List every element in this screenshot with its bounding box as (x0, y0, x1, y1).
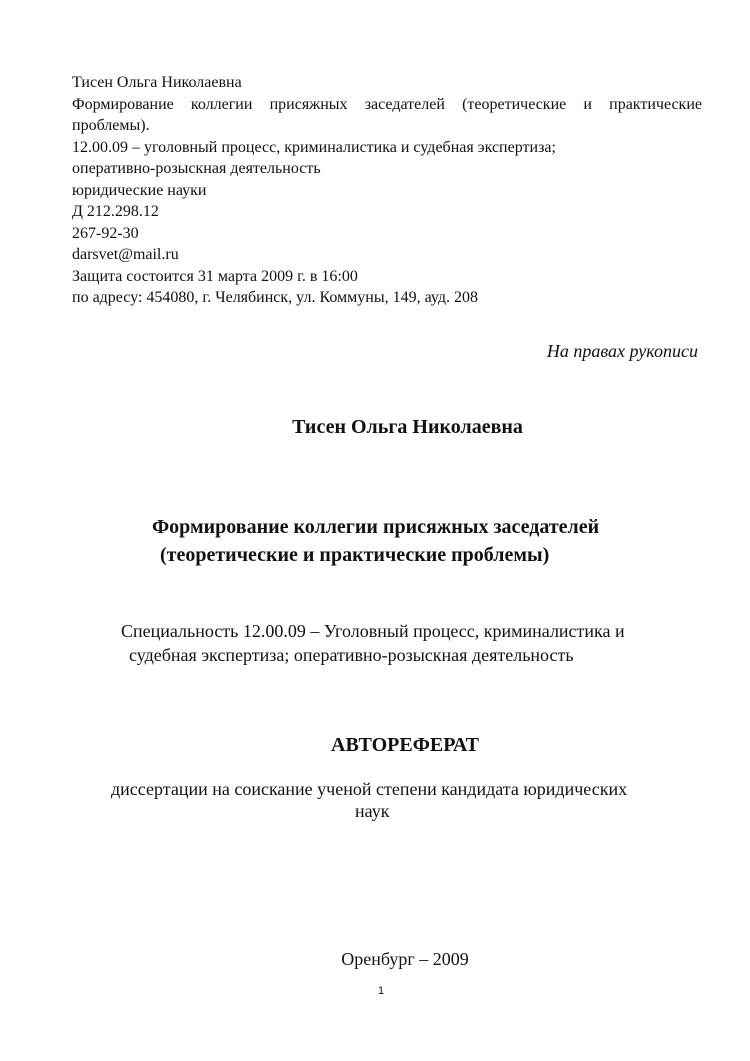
purpose (0, 778, 750, 822)
header-author: Тисен Ольга Николаевна (72, 74, 242, 91)
header-phone: 267-92-30 (72, 224, 139, 242)
header-specialty-line-2: оперативно-розыскная деятельность (72, 160, 321, 177)
header-defense-date: Защита состоится 31 марта 2009 г. в 16:00 (72, 267, 358, 285)
page-number: 1 (378, 985, 385, 997)
city-year: Оренбург – 2009 (341, 949, 469, 969)
title-line-1: Формирование коллегии присяжных заседателей (152, 516, 600, 538)
author-name: Тисен Ольга Николаевна (292, 416, 523, 438)
document-type: АВТОРЕФЕРАТ (331, 734, 479, 756)
specialty-line-1: Специальность 12.00.09 – Уголовный процесс, криминалистика и (121, 621, 625, 641)
header-info-block (72, 72, 702, 309)
header-science: юридические науки (72, 181, 207, 199)
title-line-2: (теоретические и практические проблемы) (160, 544, 550, 566)
header-title-line-1: Формирование коллегии присяжных заседателей (теоретические и практические (72, 95, 702, 113)
header-specialty-line-1: 12.00.09 – уголовный процесс, криминалистика и судебная экспертиза; (72, 138, 556, 156)
header-council: Д 212.298.12 (72, 203, 159, 220)
specialty (0, 619, 750, 667)
dissertation-title (0, 513, 750, 569)
purpose-line-2: наук (355, 801, 390, 821)
header-title-line-2: проблемы). (72, 117, 150, 134)
rights-notice: На правах рукописи (546, 341, 698, 361)
header-address: по адресу: 454080, г. Челябинск, ул. Коммуны, 149, ауд. 208 (72, 289, 479, 306)
purpose-line-1: диссертации на соискание ученой степени кандидата юридических (111, 779, 628, 799)
header-email: darsvet@mail.ru (72, 246, 179, 263)
specialty-line-2: судебная экспертиза; оперативно-розыскная деятельность (129, 645, 574, 665)
